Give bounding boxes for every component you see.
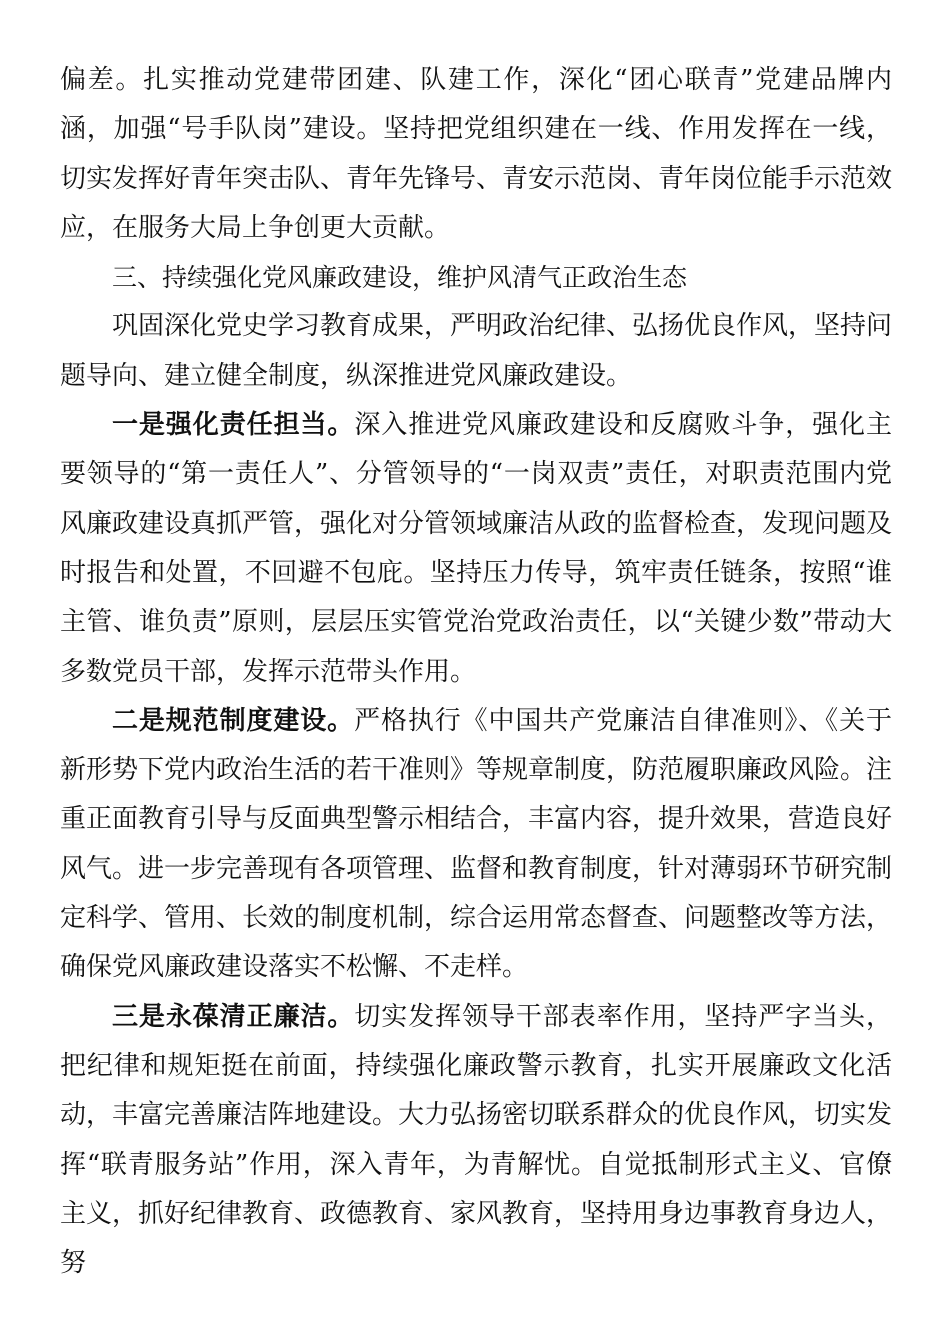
item-text-1: 深入推进党风廉政建设和反腐败斗争，强化主要领导的“第一责任人”、分管领导的“一岗双责”责任，对职责范围内党风廉政建设真抓严管，强化对分管领域廉洁从政的监督检查，发现问题及时报告和处置，不回避不包庇。坚持压力传导，筑牢责任链条，按照“谁主管、谁负责”原则，层层压实管党治党政治责任，以“关键少数”带动大多数党员干部，发挥示范带头作用。 [60, 410, 893, 687]
document-page [60, 56, 892, 1288]
item-lead-2: 二是规范制度建设。 [112, 705, 355, 736]
section-heading: 三、持续强化党风廉政建设，维护风清气正政治生态 [112, 263, 688, 293]
item-lead-1: 一是强化责任担当。 [112, 410, 355, 441]
item-lead-3: 三是永葆清正廉洁。 [112, 1001, 355, 1032]
item-paragraph-2 [60, 697, 892, 993]
continuation-paragraph: 偏差。扎实推动党建带团建、队建工作，深化“团心联青”党建品牌内涵，加强“号手队岗”建设。坚持把党组织建在一线、作用发挥在一线，切实发挥好青年突击队、青年先锋号、青安示范岗、青年岗位能手示范效应，在服务大局上争创更大贡献。 [60, 65, 893, 243]
item-paragraph-3 [60, 993, 892, 1289]
section-intro-paragraph: 巩固深化党史学习教育成果，严明政治纪律、弘扬优良作风，坚持问题导向、建立健全制度，纵深推进党风廉政建设。 [60, 311, 893, 391]
item-text-2: 严格执行《中国共产党廉洁自律准则》、《关于新形势下党内政治生活的若干准则》等规章制度，防范履职廉政风险。注重正面教育引导与反面典型警示相结合，丰富内容，提升效果，营造良好风气。进一步完善现有各项管理、监督和教育制度，针对薄弱环节研究制定科学、管用、长效的制度机制，综合运用常态督查、问题整改等方法，确保党风廉政建设落实不松懈、不走样。 [60, 705, 893, 983]
item-text-3: 切实发挥领导干部表率作用，坚持严字当头，把纪律和规矩挺在前面，持续强化廉政警示教育，扎实开展廉政文化活动，丰富完善廉洁阵地建设。大力弘扬密切联系群众的优良作风，切实发挥“联青服务站”作用，深入青年，为青解忧。自觉抵制形式主义、官僚主义，抓好纪律教育、政德教育、家风教育，坚持用身边事教育身边人，努 [60, 1001, 893, 1279]
item-paragraph-1 [60, 401, 892, 697]
